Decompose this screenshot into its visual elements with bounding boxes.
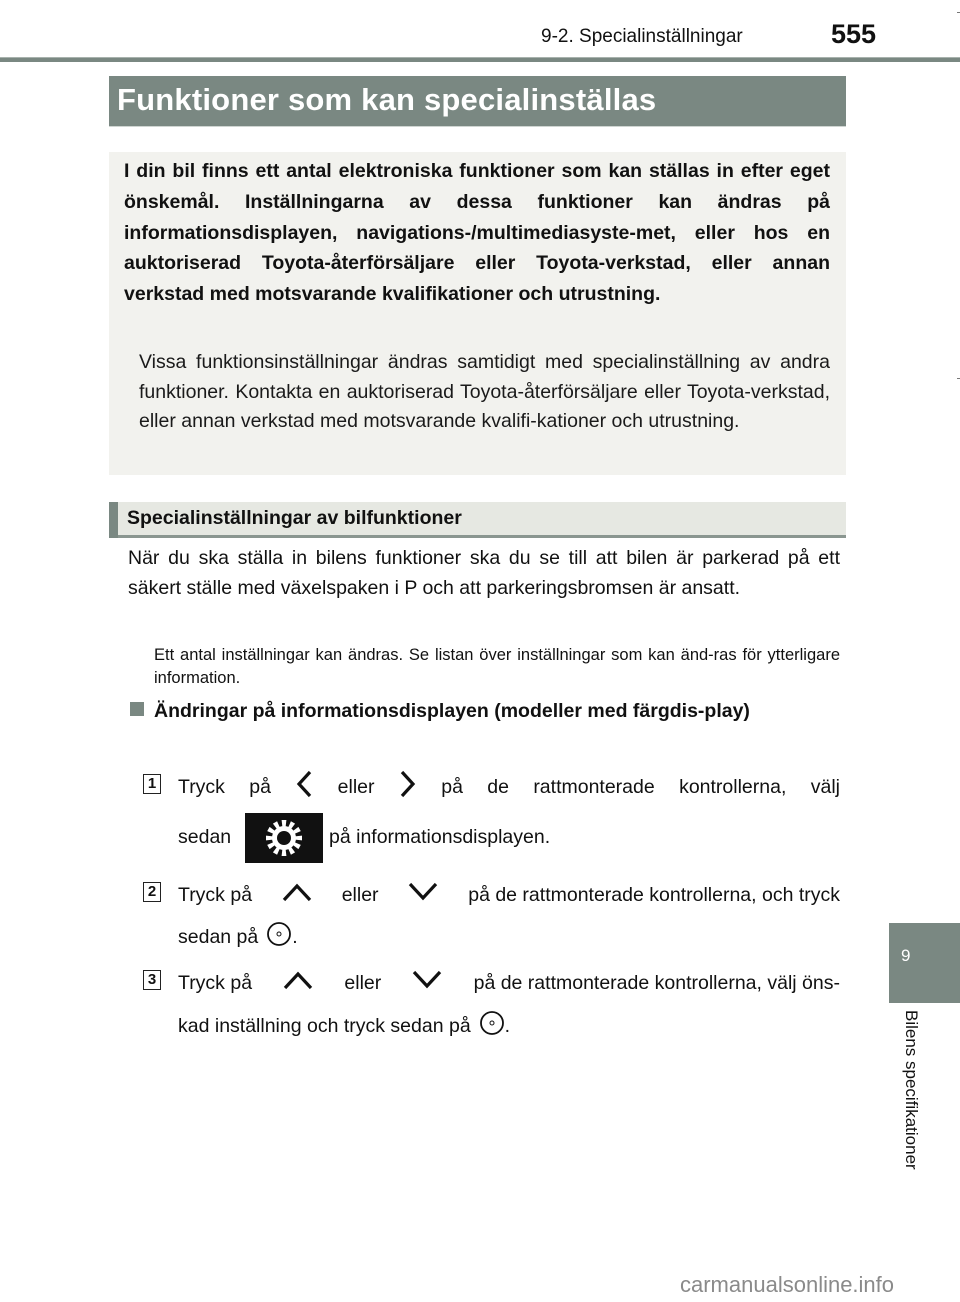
word: eller (337, 775, 375, 798)
word: kontrollerna, (679, 775, 787, 798)
section-heading: Ändringar på informationsdisplayen (modeller med färgdis-play) (154, 700, 750, 722)
step-1-line-1 (178, 772, 840, 802)
subheading-text: Specialinställningar av bilfunktioner (127, 507, 462, 529)
step-1-line-2-start: sedan (178, 826, 232, 848)
chevron-down-icon (407, 881, 439, 909)
step-text: Tryck på (178, 971, 253, 994)
step-text: . (504, 1014, 511, 1037)
word: på (441, 775, 463, 798)
chapter-number: 9 (901, 946, 911, 965)
step-number-1: 1 (143, 774, 161, 794)
chevron-up-icon (282, 969, 314, 997)
small-note: Ett antal inställningar kan ändras. Se listan över inställningar som kan änd-ras för ytterligare information. (154, 646, 840, 687)
step-number-3: 3 (143, 970, 161, 990)
chevron-down-icon (411, 969, 443, 997)
gear-icon (245, 813, 323, 863)
enter-button-icon (266, 920, 292, 954)
intro-bold-text: I din bil finns ett antal elektroniska funktioner som kan ställas in efter eget önskemål. Inställningarna av dessa funktioner kan ändras på informationsdisplayen, navigations-/multimediasyste-met, eller hos en auktoriserad Toyota-återförsäljare eller Toyota-verkstad, eller annan verkstad med motsvarande kvalifikationer och utrustning. (124, 160, 830, 306)
word: de (487, 775, 509, 798)
page-title-banner (109, 76, 846, 127)
settings-gear-icon-box (245, 813, 323, 863)
step-text: eller (341, 883, 379, 906)
word: på (249, 775, 271, 798)
step-text: kad inställning och tryck sedan på (178, 1014, 471, 1037)
step-2-line-1 (178, 880, 840, 910)
intro-note: Vissa funktionsinställningar ändras samtidigt med specialinställning av andra funktioner. Kontakta en auktoriserad Toyota-återförsäljare eller Toyota-verkstad, eller annan verkstad med motsvarande kvalifi-kationer och utrustning. (139, 351, 830, 432)
word: välj (810, 775, 840, 798)
subheading (109, 502, 846, 538)
square-bullet-icon (130, 702, 144, 716)
step-3-line-1 (178, 968, 840, 998)
chapter-tab (889, 923, 960, 1003)
step-text: på de rattmonterade kontrollerna, välj öns- (473, 971, 840, 994)
chevron-up-icon (281, 881, 313, 909)
step-3-line-2 (178, 1009, 510, 1043)
chevron-left-icon (295, 769, 313, 805)
step-text: eller (344, 971, 382, 994)
step-text: sedan på (178, 925, 259, 948)
word: rattmonterade (533, 775, 655, 798)
section-header: 9-2. Specialinställningar (541, 26, 743, 47)
chapter-label: Bilens specifikationer (902, 1010, 921, 1170)
step-text: Tryck på (178, 883, 253, 906)
step-number-2: 2 (143, 882, 161, 902)
step-2-line-2 (178, 920, 298, 954)
intro-box (109, 152, 846, 475)
word: Tryck (178, 775, 225, 798)
body-paragraph: När du ska ställa in bilens funktioner ska du se till att bilen är parkerad på ett säkert ställe med växelspaken i P och att parkeringsbromsen är ansatt. (128, 547, 840, 599)
step-1-line-2-end: på informationsdisplayen. (329, 826, 551, 848)
chevron-right-icon (399, 769, 417, 805)
header-divider (0, 57, 960, 62)
watermark: carmanualsonline.info (680, 1272, 895, 1297)
page-title: Funktioner som kan specialinställas (117, 82, 657, 117)
enter-button-icon (479, 1009, 505, 1043)
step-text: på de rattmonterade kontrollerna, och tryck (468, 883, 840, 906)
step-text: . (292, 925, 298, 948)
page-number: 555 (831, 19, 877, 49)
subheading-bar (109, 502, 118, 538)
